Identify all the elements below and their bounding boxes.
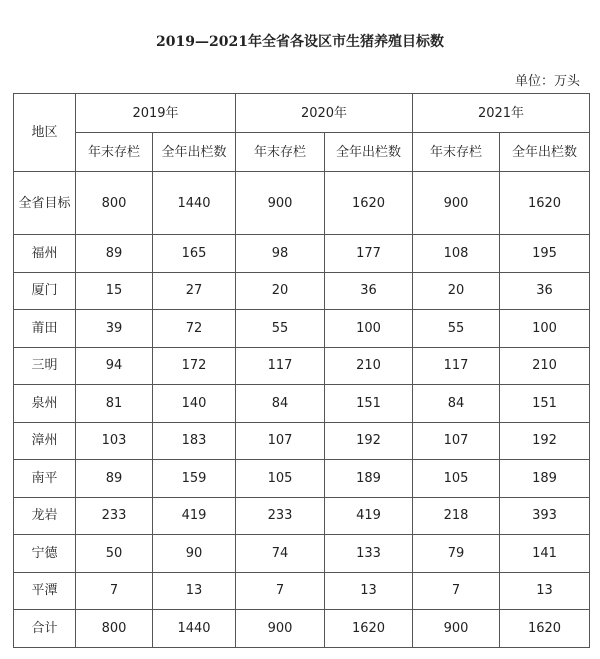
value-cell: 84 xyxy=(236,385,325,423)
value-cell: 419 xyxy=(153,497,236,535)
value-cell: 233 xyxy=(236,497,325,535)
unit-label: 单位：万头 xyxy=(514,74,580,89)
value-cell: 177 xyxy=(325,235,413,273)
table-row xyxy=(14,460,590,498)
value-cell: 7 xyxy=(236,572,325,610)
year-header-2019: 2019年 xyxy=(76,94,236,133)
value-cell: 107 xyxy=(413,422,500,460)
table-row xyxy=(14,422,590,460)
value-cell: 90 xyxy=(153,535,236,573)
region-cell: 厦门 xyxy=(14,272,76,310)
value-cell: 419 xyxy=(325,497,413,535)
value-cell: 103 xyxy=(76,422,153,460)
value-cell: 900 xyxy=(413,172,500,235)
region-cell: 平潭 xyxy=(14,572,76,610)
value-cell: 84 xyxy=(413,385,500,423)
year-header-row xyxy=(14,94,590,133)
value-cell: 36 xyxy=(325,272,413,310)
value-cell: 900 xyxy=(236,172,325,235)
value-cell: 100 xyxy=(325,310,413,348)
table-row xyxy=(14,535,590,573)
value-cell: 1440 xyxy=(153,172,236,235)
value-cell: 189 xyxy=(325,460,413,498)
value-cell: 192 xyxy=(500,422,590,460)
value-cell: 55 xyxy=(413,310,500,348)
region-cell: 泉州 xyxy=(14,385,76,423)
value-cell: 218 xyxy=(413,497,500,535)
value-cell: 800 xyxy=(76,172,153,235)
value-cell: 141 xyxy=(500,535,590,573)
value-cell: 233 xyxy=(76,497,153,535)
value-cell: 94 xyxy=(76,347,153,385)
sub-header: 年末存栏 xyxy=(236,133,325,172)
table-row xyxy=(14,235,590,273)
sub-header: 全年出栏数 xyxy=(500,133,590,172)
value-cell: 189 xyxy=(500,460,590,498)
value-cell: 192 xyxy=(325,422,413,460)
region-cell: 漳州 xyxy=(14,422,76,460)
region-header: 地区 xyxy=(14,94,76,172)
value-cell: 195 xyxy=(500,235,590,273)
value-cell: 20 xyxy=(236,272,325,310)
region-cell: 龙岩 xyxy=(14,497,76,535)
sub-header: 全年出栏数 xyxy=(153,133,236,172)
value-cell: 81 xyxy=(76,385,153,423)
value-cell: 140 xyxy=(153,385,236,423)
value-cell: 393 xyxy=(500,497,590,535)
table-row xyxy=(14,310,590,348)
value-cell: 108 xyxy=(413,235,500,273)
value-cell: 800 xyxy=(76,610,153,648)
value-cell: 7 xyxy=(76,572,153,610)
table-row xyxy=(14,572,590,610)
table-row xyxy=(14,610,590,648)
table-row xyxy=(14,172,590,235)
value-cell: 79 xyxy=(413,535,500,573)
value-cell: 107 xyxy=(236,422,325,460)
value-cell: 39 xyxy=(76,310,153,348)
value-cell: 172 xyxy=(153,347,236,385)
value-cell: 13 xyxy=(500,572,590,610)
sub-header-row xyxy=(14,133,590,172)
value-cell: 1620 xyxy=(500,172,590,235)
value-cell: 27 xyxy=(153,272,236,310)
value-cell: 105 xyxy=(413,460,500,498)
value-cell: 36 xyxy=(500,272,590,310)
region-cell: 合计 xyxy=(14,610,76,648)
table-row xyxy=(14,385,590,423)
year-header-2020: 2020年 xyxy=(236,94,413,133)
value-cell: 50 xyxy=(76,535,153,573)
year-header-2021: 2021年 xyxy=(413,94,590,133)
value-cell: 98 xyxy=(236,235,325,273)
value-cell: 165 xyxy=(153,235,236,273)
value-cell: 1620 xyxy=(325,172,413,235)
region-cell: 全省目标 xyxy=(14,172,76,235)
value-cell: 13 xyxy=(153,572,236,610)
value-cell: 55 xyxy=(236,310,325,348)
value-cell: 89 xyxy=(76,235,153,273)
sub-header: 年末存栏 xyxy=(76,133,153,172)
region-cell: 宁德 xyxy=(14,535,76,573)
value-cell: 151 xyxy=(325,385,413,423)
value-cell: 900 xyxy=(413,610,500,648)
value-cell: 89 xyxy=(76,460,153,498)
pig-target-table xyxy=(13,93,590,648)
region-cell: 三明 xyxy=(14,347,76,385)
value-cell: 72 xyxy=(153,310,236,348)
value-cell: 15 xyxy=(76,272,153,310)
region-cell: 莆田 xyxy=(14,310,76,348)
value-cell: 7 xyxy=(413,572,500,610)
sub-header: 全年出栏数 xyxy=(325,133,413,172)
value-cell: 151 xyxy=(500,385,590,423)
region-cell: 南平 xyxy=(14,460,76,498)
value-cell: 74 xyxy=(236,535,325,573)
value-cell: 133 xyxy=(325,535,413,573)
table-row xyxy=(14,272,590,310)
value-cell: 13 xyxy=(325,572,413,610)
region-cell: 福州 xyxy=(14,235,76,273)
value-cell: 1620 xyxy=(325,610,413,648)
value-cell: 1440 xyxy=(153,610,236,648)
value-cell: 100 xyxy=(500,310,590,348)
value-cell: 117 xyxy=(236,347,325,385)
value-cell: 159 xyxy=(153,460,236,498)
value-cell: 183 xyxy=(153,422,236,460)
table-row xyxy=(14,497,590,535)
value-cell: 1620 xyxy=(500,610,590,648)
table-row xyxy=(14,347,590,385)
value-cell: 210 xyxy=(500,347,590,385)
sub-header: 年末存栏 xyxy=(413,133,500,172)
value-cell: 900 xyxy=(236,610,325,648)
value-cell: 20 xyxy=(413,272,500,310)
value-cell: 210 xyxy=(325,347,413,385)
value-cell: 117 xyxy=(413,347,500,385)
page-title: 2019—2021年全省各设区市生猪养殖目标数 xyxy=(156,34,444,50)
value-cell: 105 xyxy=(236,460,325,498)
